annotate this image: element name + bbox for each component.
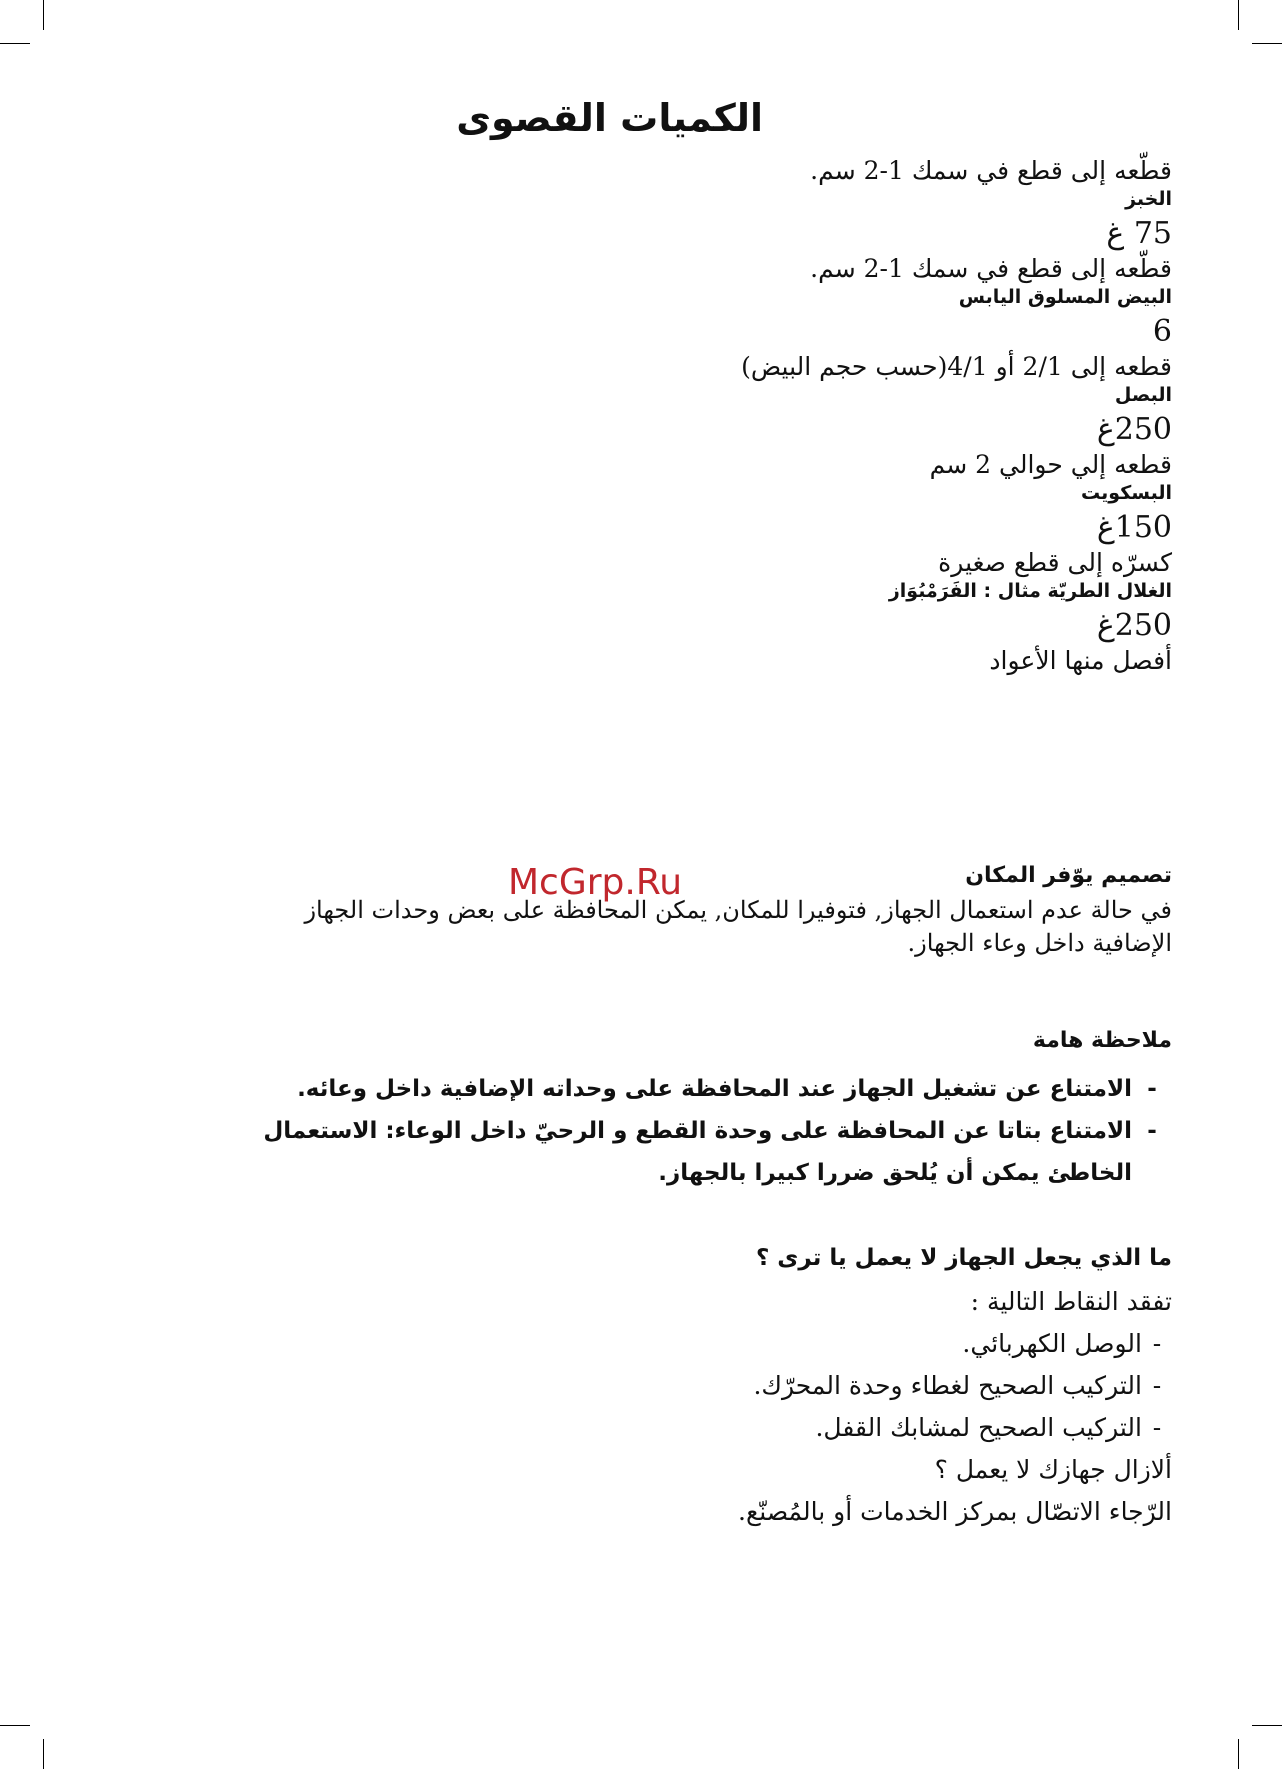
warning-line: الامتناع عن تشغيل الجهاز عند المحافظة على وحداته الإضافية داخل وعائه.	[297, 1076, 1132, 1102]
space-saving-heading: تصميم يوّفر المكان	[965, 863, 1172, 888]
quantity-prep: كسرّه إلى قطع صغيرة	[938, 548, 1172, 577]
bullet-dash-icon: -	[1147, 1076, 1157, 1102]
max-quantities-list	[472, 156, 1172, 675]
quantity-item-amount: 250غ	[1096, 608, 1172, 643]
crop-mark	[0, 43, 30, 44]
quantity-item-name: الغلال الطريّة مثال : الفَرَمْبُوَاز	[888, 580, 1172, 602]
troubleshooting-intro: تفقد النقاط التالية :	[970, 1287, 1172, 1316]
quantity-prep: أفصل منها الأعواد	[989, 646, 1172, 675]
crop-mark	[43, 0, 44, 30]
quantity-item-name: الخبز	[1125, 188, 1172, 210]
bullet-dash-icon: -	[1152, 1329, 1162, 1358]
quantity-item-name: البصل	[1114, 384, 1172, 406]
quantity-item-amount: 75 غ	[1106, 216, 1172, 251]
quantity-item-name: البسكويت	[1081, 482, 1172, 504]
warning-line: الخاطئ يمكن أن يُلحق ضررا كبيرا بالجهاز.	[658, 1160, 1132, 1186]
troubleshooting-section	[272, 1235, 1172, 1533]
warning-line: الامتناع بتاتا عن المحافظة على وحدة القطع و الرحيّ داخل الوعاء: الاستعمال	[263, 1118, 1132, 1144]
crop-mark	[1252, 1725, 1282, 1726]
crop-mark	[1252, 43, 1282, 44]
check-item	[272, 1323, 1172, 1365]
quantity-item-amount: 6	[1152, 314, 1172, 349]
watermark: McGrp.Ru	[508, 862, 683, 903]
contact-service-text: الرّجاء الاتصّال بمركز الخدمات أو بالمُصنّع.	[738, 1497, 1172, 1526]
quantity-prep: قطعه إلى 2/1 أو 4/1(حسب حجم البيض)	[741, 352, 1172, 381]
quantity-item-name: البيض المسلوق اليابس	[958, 286, 1172, 308]
check-item-text: التركيب الصحيح لمشابك القفل.	[815, 1413, 1142, 1442]
space-saving-line: في حالة عدم استعمال الجهاز, فتوفيرا للمكان, يمكن المحافظة على بعض وحدات الجهاز	[304, 896, 1172, 924]
crop-mark	[43, 1739, 44, 1769]
crop-mark	[0, 1725, 30, 1726]
space-saving-line: الإضافية داخل وعاء الجهاز.	[907, 929, 1172, 957]
quantity-item-amount: 150غ	[1096, 510, 1172, 545]
warning-item	[72, 1110, 1172, 1194]
check-item-text: التركيب الصحيح لغطاء وحدة المحرّك.	[753, 1371, 1142, 1400]
quantity-prep: قطّعه إلى قطع في سمك 1-2 سم.	[810, 156, 1172, 185]
check-item	[272, 1365, 1172, 1407]
page-title: الكميات القصوى	[456, 96, 763, 140]
quantity-prep: قطّعه إلى قطع في سمك 1-2 سم.	[810, 254, 1172, 283]
bullet-dash-icon: -	[1152, 1413, 1162, 1442]
troubleshooting-heading: ما الذي يجعل الجهاز لا يعمل يا ترى ؟	[755, 1245, 1172, 1271]
crop-mark	[1238, 1739, 1239, 1769]
important-note-section	[72, 1020, 1172, 1194]
warning-item	[72, 1068, 1172, 1110]
bullet-dash-icon: -	[1147, 1118, 1157, 1144]
bullet-dash-icon: -	[1152, 1371, 1162, 1400]
important-note-heading: ملاحظة هامة	[1032, 1028, 1172, 1053]
quantity-prep: قطعه إلي حوالي 2 سم	[929, 450, 1172, 479]
still-not-working-question: ألازال جهازك لا يعمل ؟	[934, 1455, 1172, 1484]
quantity-item-amount: 250غ	[1096, 412, 1172, 447]
check-item-text: الوصل الكهربائي.	[962, 1329, 1142, 1358]
check-item	[272, 1407, 1172, 1449]
crop-mark	[1238, 0, 1239, 30]
